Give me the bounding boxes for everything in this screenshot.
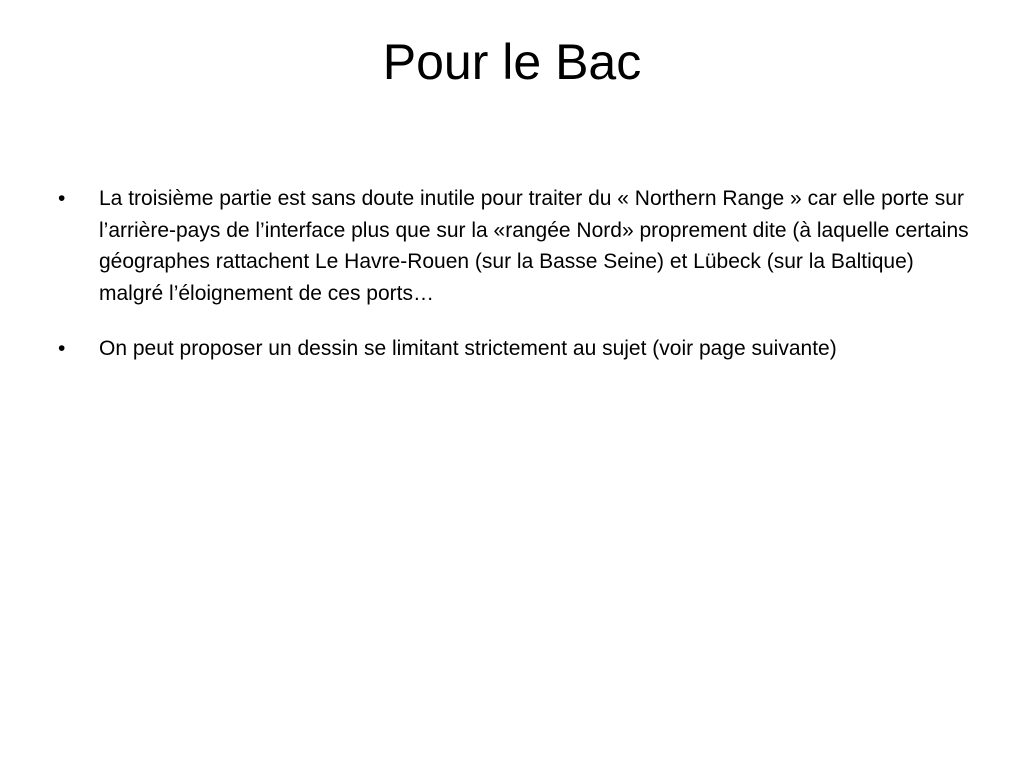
bullet-text: On peut proposer un dessin se limitant strictement au sujet (voir page suivante) [99, 337, 837, 360]
slide-title: Pour le Bac [382, 34, 642, 90]
bullet-text: La troisième partie est sans doute inutile pour traiter du « Northern Range » car elle porte sur l’arrière-pays de l’interface plus que sur la «rangée Nord» proprement dite (à laquelle certains géographes rattachent Le Havre-Rouen (sur la Basse Seine) et Lübeck (sur la Baltique) malgré l’éloignement de ces ports… [99, 187, 969, 305]
bullet-marker: • [58, 187, 66, 210]
bullet-marker: • [58, 337, 66, 360]
bullet-item-1 [58, 183, 978, 309]
bullet-list [58, 183, 978, 389]
bullet-item-2 [58, 333, 978, 365]
